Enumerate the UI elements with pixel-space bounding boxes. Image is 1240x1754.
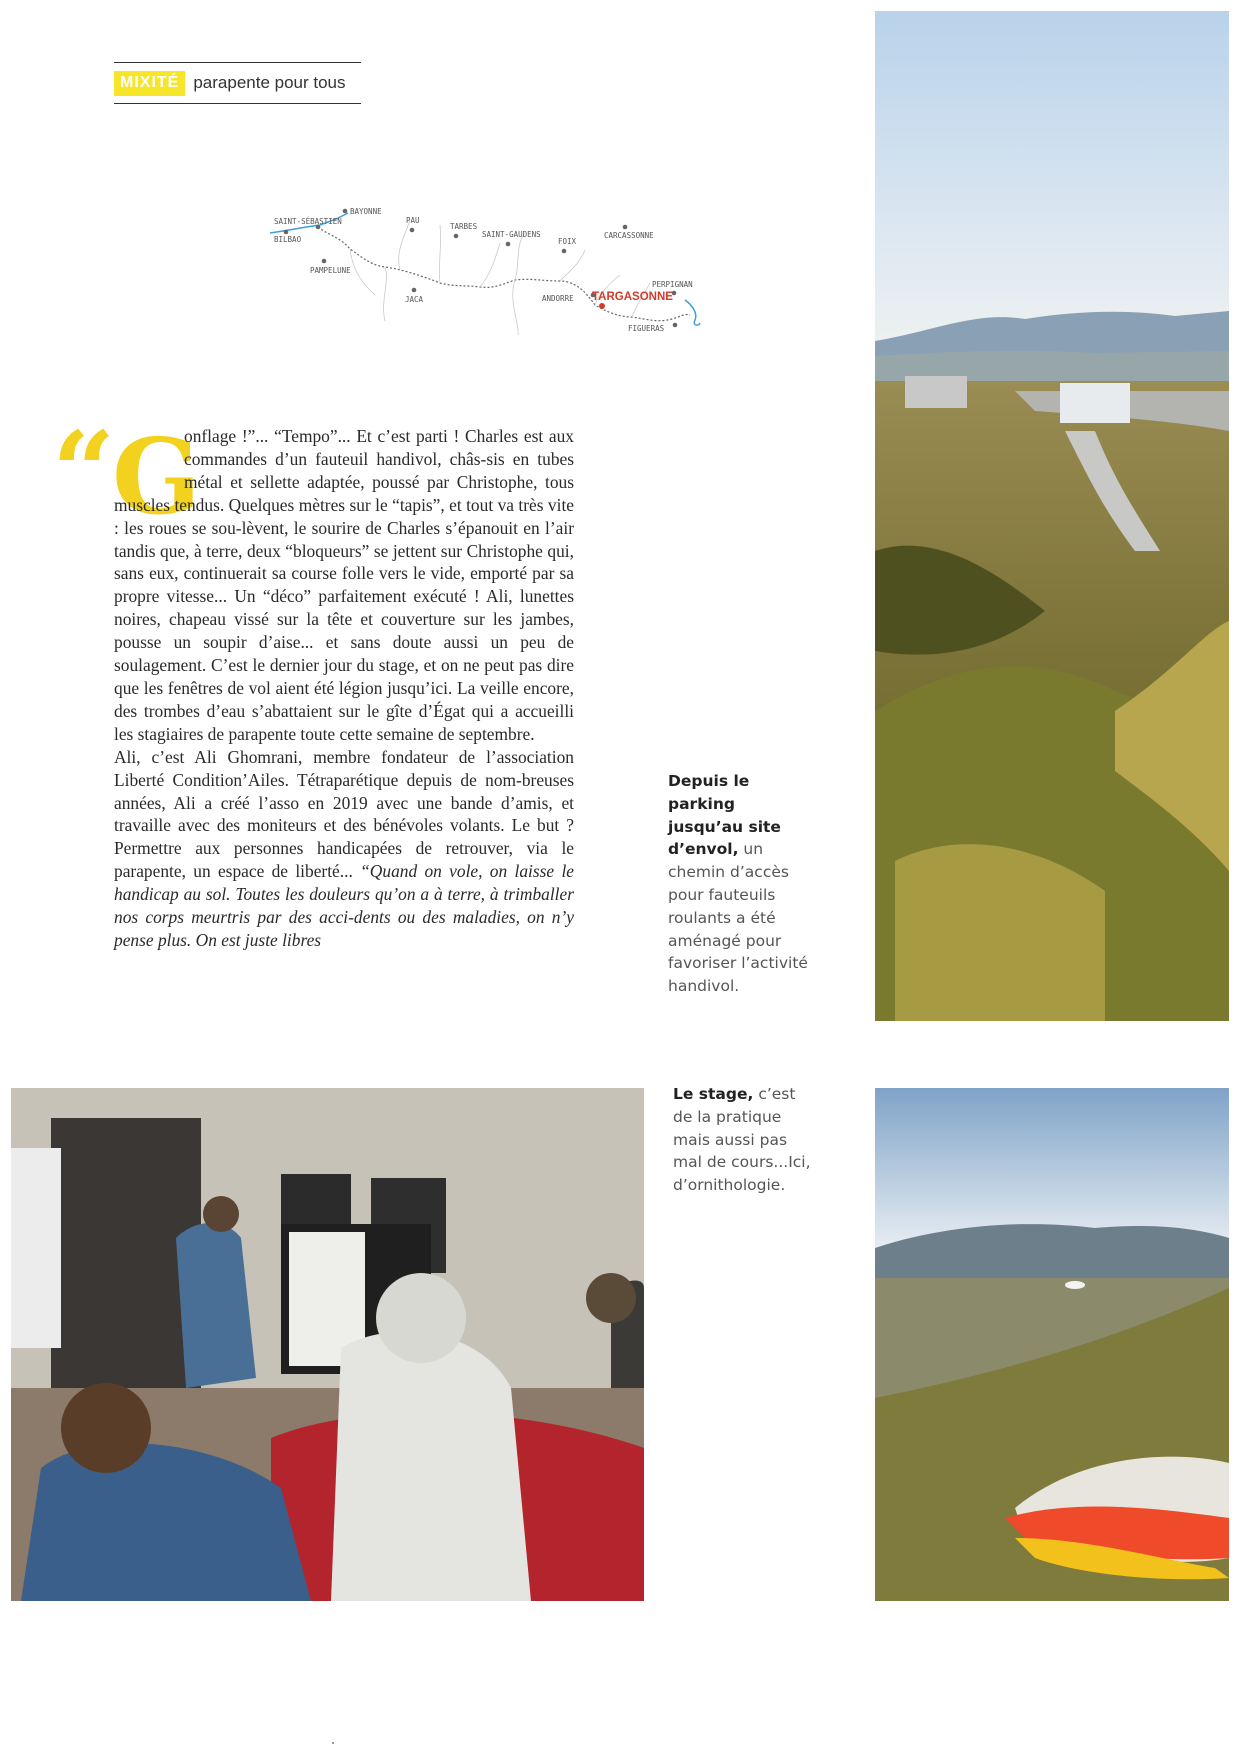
- map-label: SAINT-SÉBASTIEN: [274, 217, 342, 226]
- section-header: [114, 62, 361, 104]
- map-label: ANDORRE: [542, 294, 574, 303]
- map-label: TARBES: [450, 222, 478, 231]
- mediterranean-coast: [685, 300, 700, 325]
- caption-access-path: [668, 770, 808, 998]
- border-dotted: [318, 227, 690, 321]
- section-subtitle: parapente pour tous: [193, 73, 346, 92]
- caption-stage-text: c’est de la pratique mais aussi pas mal de cours...Ici, d’ornithologie.: [673, 1085, 811, 1195]
- map-label: FIGUERAS: [628, 324, 665, 333]
- map-highlight-label: TARGASONNE: [592, 291, 673, 303]
- map-label: PERPIGNAN: [652, 280, 693, 289]
- photo-paraglider-wing: [875, 1088, 1229, 1601]
- opening-quote-mark: “: [52, 407, 116, 536]
- page-dot: [332, 1742, 334, 1744]
- article-body: [112, 415, 574, 952]
- article-paragraph-1-text: onflage !”... “Tempo”... Et c’est parti ! Charles est aux commandes d’un fauteuil handivol, châs-sis en tubes métal et sellette adaptée, poussé par Christophe, tous muscles tendus. Quelques mètres sur le “tapis”, et tout va très vite : les roues se sou-lèvent, le sourire de Charles s’épanouit en l’air tandis que, à terre, deux “bloqueurs” se jettent sur Christophe qui, sans eux, continuerait sa course folle vers le vide, emporté par sa propre vitesse... Un “déco” parfaitement exécuté ! Ali, lunettes noires, chapeau vissé sur la tête et couverture sur les jambes, pousse un soupir d’aise... et sans doute aussi un peu de soulagement. C’est le dernier jour du stage, et on ne peut pas dire que les fenêtres de vol aient été légion jusqu’ici. La veille encore, des trombes d’eau s’abattaient sur le gîte d’Égat qui a accueilli les stagiaires de parapente toute cette semaine de septembre.: [114, 426, 574, 744]
- caption-stage-bold: Le stage,: [673, 1085, 754, 1103]
- photo-access-path: [875, 11, 1229, 1021]
- map-label: FOIX: [558, 237, 577, 246]
- map-label: CARCASSONNE: [604, 231, 654, 240]
- map-label: JACA: [405, 295, 424, 304]
- article-paragraph-2: [114, 746, 574, 952]
- pyrenees-map: [274, 205, 800, 380]
- map-label: BILBAO: [274, 235, 302, 244]
- caption-access-bold: Depuis le parking jusqu’au site d’envol,: [668, 772, 781, 859]
- map-label: PAU: [406, 216, 420, 225]
- caption-stage: [673, 1083, 813, 1197]
- map-label: PAMPELUNE: [310, 266, 351, 275]
- section-tag: MIXITÉ: [114, 71, 185, 96]
- dropcap: G: [112, 415, 201, 538]
- photo-ornithology-class: [11, 1088, 644, 1601]
- article-paragraph-2-text: Ali, c’est Ali Ghomrani, membre fondateur de l’association Liberté Condition’Ailes. Tétraparétique depuis de nom-breuses années, Ali a créé l’asso en 2019 avec une bande d’amis, et travaille avec des moniteurs et des bénévoles volants. Le but ? Permettre aux personnes handicapées de retrouver, via le parapente, un espace de liberté...: [114, 746, 574, 882]
- caption-access-text: un chemin d’accès pour fauteuils roulants a été aménagé pour favoriser l’activité handivol.: [668, 840, 808, 996]
- article-paragraph-2-quote: “Quand on vole, on laisse le handicap au sol. Toutes les douleurs qu’on a à terre, à trimballer nos corps meurtris par des acci-dents ou des maladies, on n’y pense plus. On est juste libres: [114, 861, 574, 950]
- dropcap-space: [114, 425, 184, 491]
- map-label: BAYONNE: [350, 207, 382, 216]
- map-label: SAINT-GAUDENS: [482, 230, 541, 239]
